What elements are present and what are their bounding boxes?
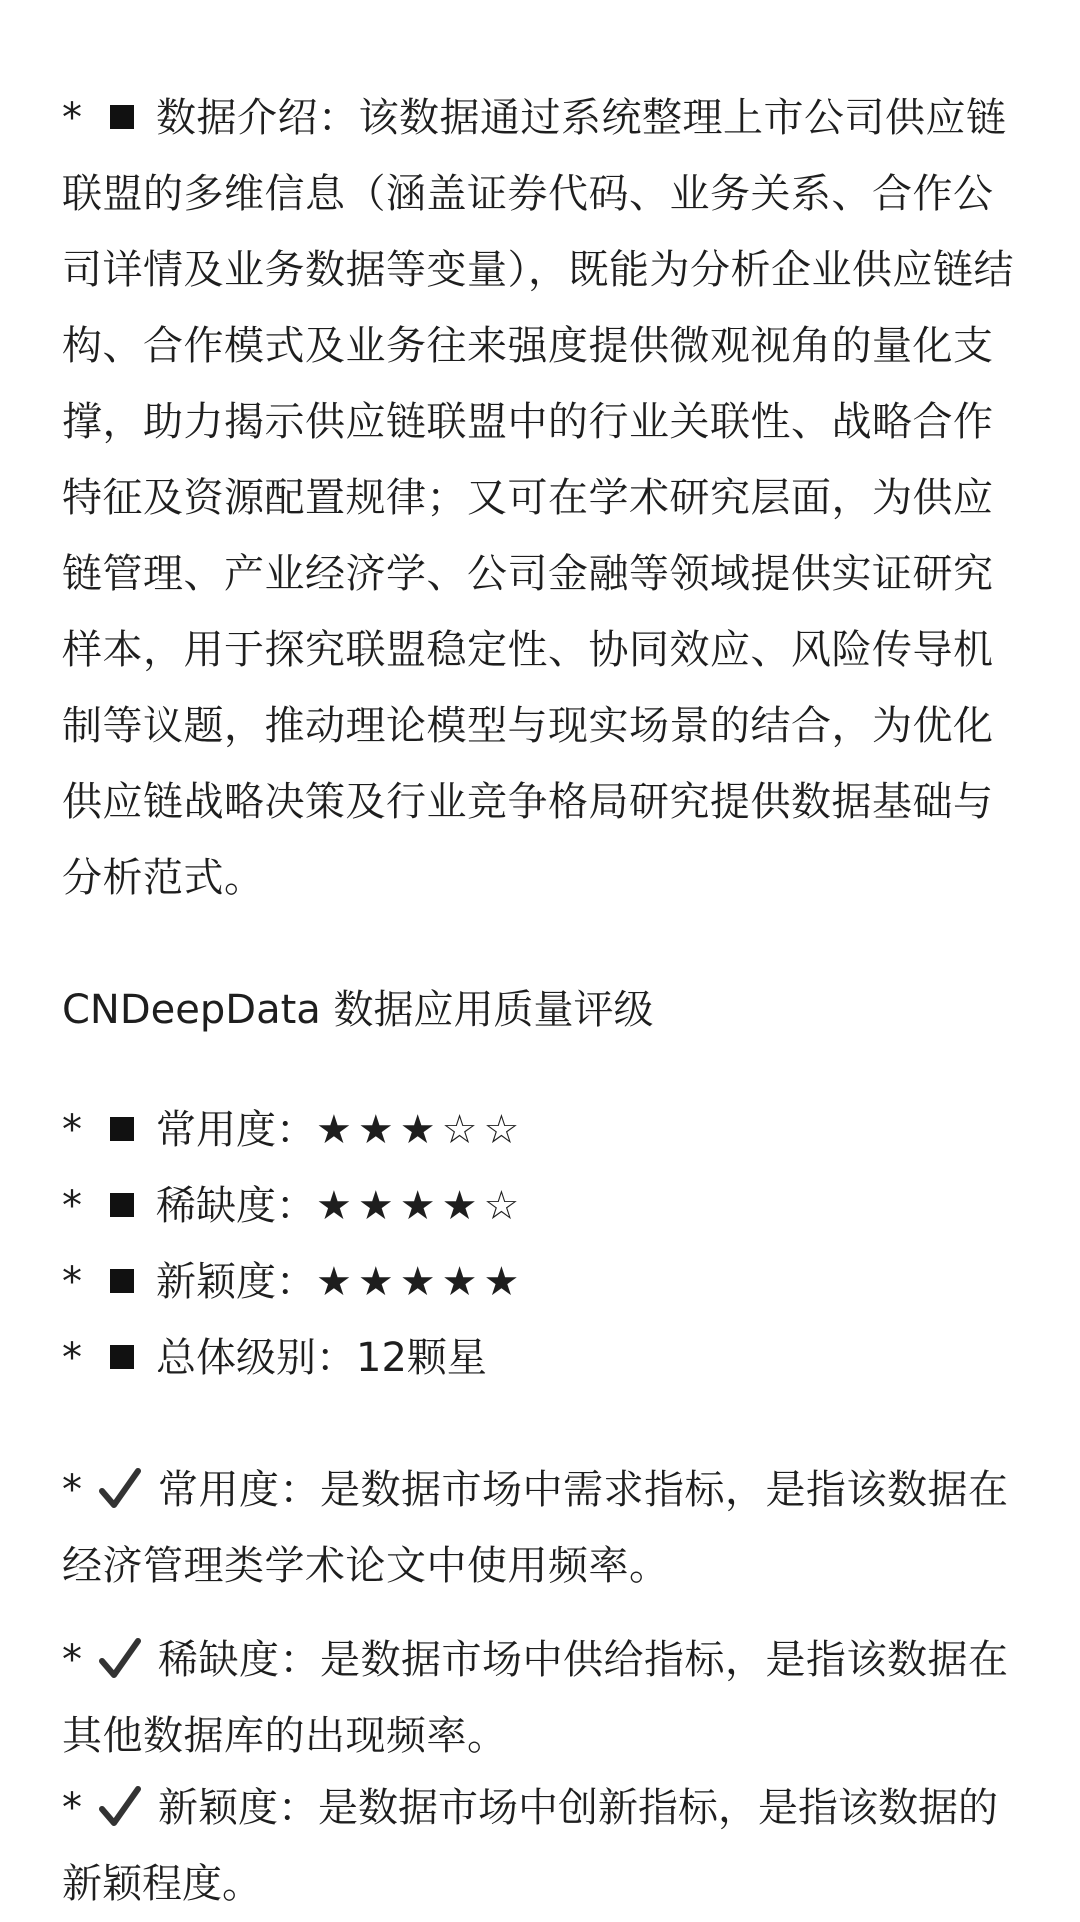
check-icon [96, 1635, 144, 1683]
rating-list [62, 1092, 1022, 1396]
definition-text: 稀缺度：是数据市场中供给指标，是指该数据在其他数据库的出现频率。 [62, 1637, 1009, 1759]
rating-label: 新颖度： [156, 1259, 316, 1305]
star-rating: ★★★☆☆ [316, 1107, 526, 1153]
check-icon [96, 1465, 144, 1513]
bullet-asterisk: * [62, 1107, 82, 1153]
bullet-asterisk: * [62, 1183, 82, 1229]
rating-label: 常用度： [156, 1107, 316, 1153]
definition-text: 常用度：是数据市场中需求指标，是指该数据在经济管理类学术论文中使用频率。 [62, 1467, 1009, 1589]
rating-label: 总体级别： [156, 1335, 356, 1381]
bullet-asterisk: * [62, 1259, 82, 1305]
bullet-asterisk: * [62, 1467, 83, 1513]
definition-usage [62, 1452, 1022, 1604]
rating-label: 稀缺度： [156, 1183, 316, 1229]
bullet-asterisk: * [62, 95, 83, 141]
square-bullet-icon [110, 105, 134, 129]
rating-section-title: CNDeepData 数据应用质量评级 [62, 987, 654, 1033]
rating-item-novelty [62, 1244, 1022, 1320]
star-rating: ★★★★★ [316, 1259, 526, 1305]
star-rating: ★★★★☆ [316, 1183, 526, 1229]
rating-item-overall [62, 1320, 1022, 1396]
overall-level-value: 12颗星 [356, 1335, 487, 1381]
bullet-asterisk: * [62, 1637, 83, 1683]
square-bullet-icon [110, 1269, 134, 1293]
bullet-asterisk: * [62, 1335, 82, 1381]
definition-scarcity [62, 1622, 1022, 1774]
intro-text: 数据介绍：该数据通过系统整理上市公司供应链联盟的多维信息（涵盖证券代码、业务关系、合作公司详情及业务数据等变量），既能为分析企业供应链结构、合作模式及业务往来强度提供微观视角的量化支撑，助力揭示供应链联盟中的行业关联性、战略合作特征及资源配置规律；又可在学术研究层面，为供应链管理、产业经济学、公司金融等领域提供实证研究样本，用于探究联盟稳定性、协同效应、风险传导机制等议题，推动理论模型与现实场景的结合，为优化供应链战略决策及行业竞争格局研究提供数据基础与分析范式。 [62, 95, 1014, 901]
square-bullet-icon [110, 1193, 134, 1217]
article-body [62, 80, 1022, 1774]
definition-text: 新颖度：是数据市场中创新指标，是指该数据的新颖程度。 [62, 1785, 998, 1907]
cut-off-definition-line [62, 1770, 1022, 1907]
intro-paragraph [62, 80, 1022, 916]
check-icon [96, 1783, 144, 1831]
rating-item-scarcity [62, 1168, 1022, 1244]
square-bullet-icon [110, 1345, 134, 1369]
bullet-asterisk: * [62, 1785, 82, 1831]
rating-item-usage [62, 1092, 1022, 1168]
square-bullet-icon [110, 1117, 134, 1141]
